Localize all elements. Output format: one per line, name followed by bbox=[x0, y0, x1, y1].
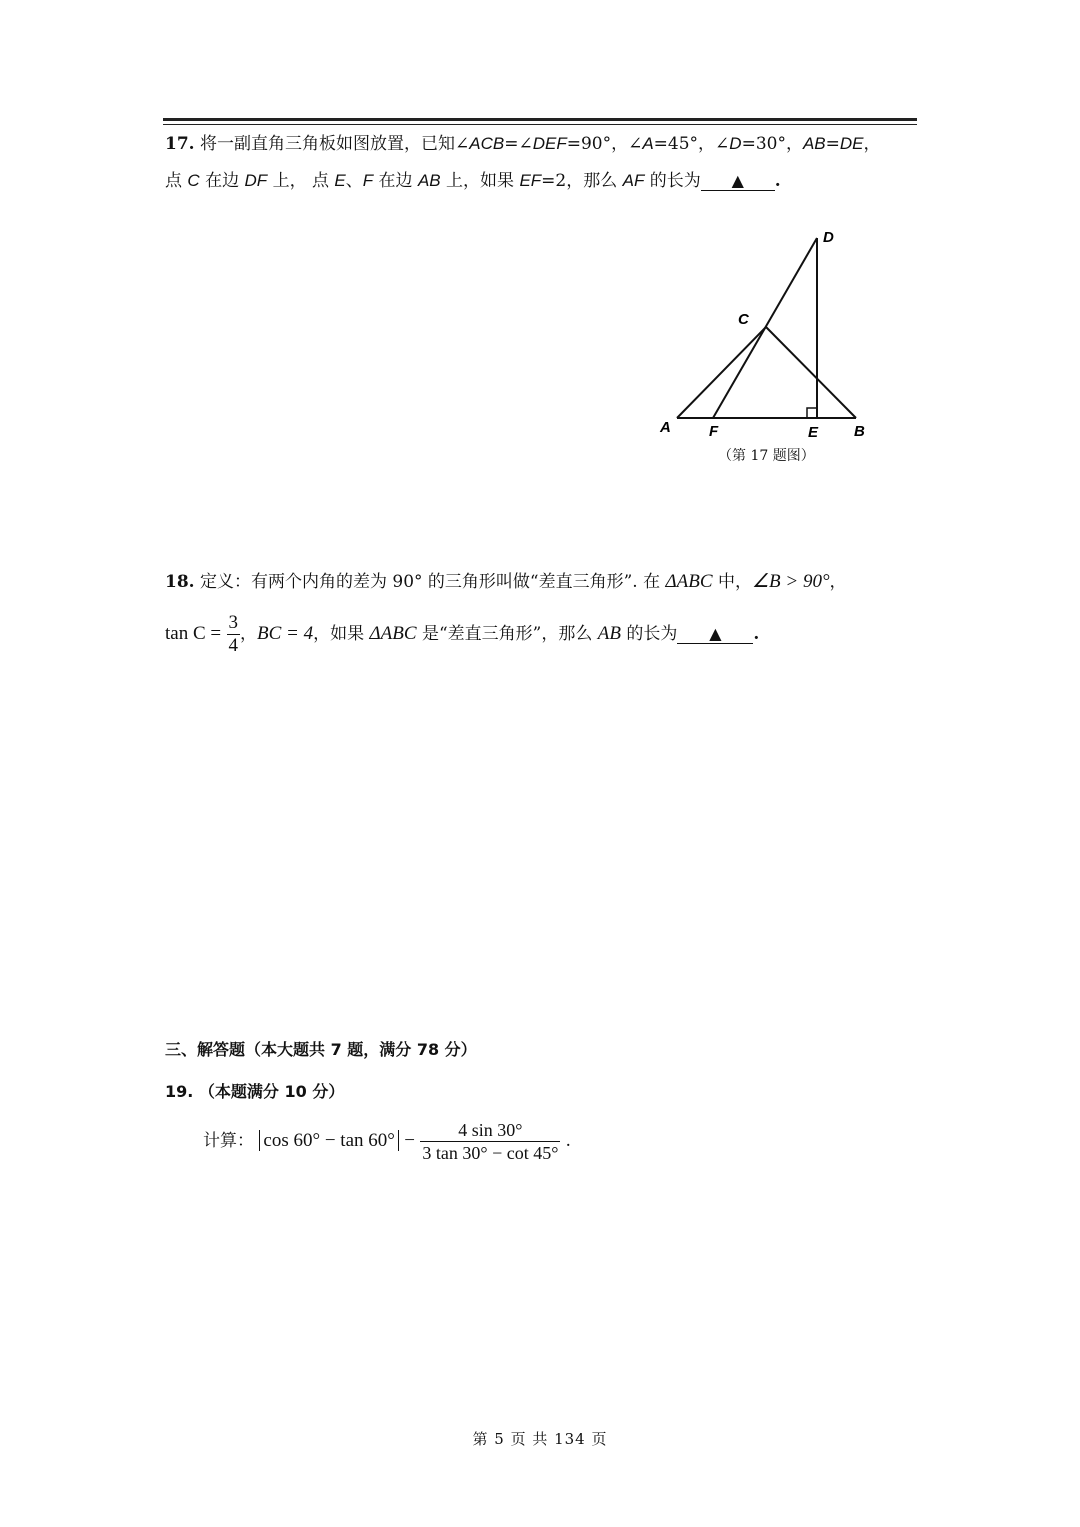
q17-number: 17. bbox=[165, 134, 195, 154]
q19-expression: 计算： cos 60° − tan 60° − $\frac{4 \sin 30^\circ}{3 \tan 30^\circ - \cot 45^\circ}$ . bbox=[203, 1120, 571, 1163]
label-F: F bbox=[709, 423, 719, 440]
page-number: 第 5 页 共 134 页 bbox=[472, 1430, 608, 1448]
q17-line2: 点 C 在边 DF 上， 点 E、F 在边 AB 上，如果 EF=2，那么 AF 的长为 ▲ . bbox=[165, 171, 781, 191]
q18-line1: 18. 定义：有两个内角的差为 90° 的三角形叫做“差直三角形”. 在 ΔABC 中，∠B > 90°， bbox=[165, 571, 847, 592]
label-A: A bbox=[660, 419, 671, 436]
q19-header: 19. （本题满分 10 分） bbox=[165, 1082, 345, 1101]
label-B: B bbox=[854, 423, 865, 440]
q19-fraction: $\frac{4 \sin 30^\circ}{3 \tan 30^\circ - \cot 45^\circ}$ bbox=[422, 1120, 559, 1163]
q18-answer-blank: ▲ bbox=[677, 625, 753, 644]
label-C: C bbox=[738, 311, 749, 328]
q19-prompt: 计算： bbox=[203, 1131, 254, 1151]
label-E: E bbox=[808, 424, 819, 441]
q17-figure bbox=[650, 220, 880, 445]
q18-tan-c: tan C = bbox=[165, 623, 222, 644]
header-rule-thin bbox=[163, 124, 917, 125]
q18-number: 18. bbox=[165, 572, 195, 592]
q19-absolute-value: cos 60° − tan 60° bbox=[259, 1130, 398, 1151]
q18-fraction: $\frac{3}{4}$ bbox=[228, 612, 239, 656]
q18-line2: tan C = $\frac{3}{4}$ ，BC = 4，如果 ΔABC 是“差直三角形”，那么 AB 的长为 ▲ . bbox=[165, 612, 760, 656]
section-3-title: 三、解答题（本大题共 7 题，满分 78 分） bbox=[165, 1040, 477, 1059]
label-D: D bbox=[823, 229, 834, 246]
segment-FD bbox=[713, 238, 817, 418]
q17-answer-blank: ▲ bbox=[701, 172, 775, 191]
segment-CB bbox=[766, 327, 856, 418]
right-angle-mark bbox=[807, 408, 817, 418]
q17-line1: 17. 将一副直角三角板如图放置，已知∠ACB=∠DEF=90°，∠A=45°，∠D=30°，AB=DE， bbox=[165, 134, 881, 154]
header-rule-thick bbox=[163, 118, 917, 121]
q17-figure-caption: （第 17 题图） bbox=[718, 448, 815, 464]
